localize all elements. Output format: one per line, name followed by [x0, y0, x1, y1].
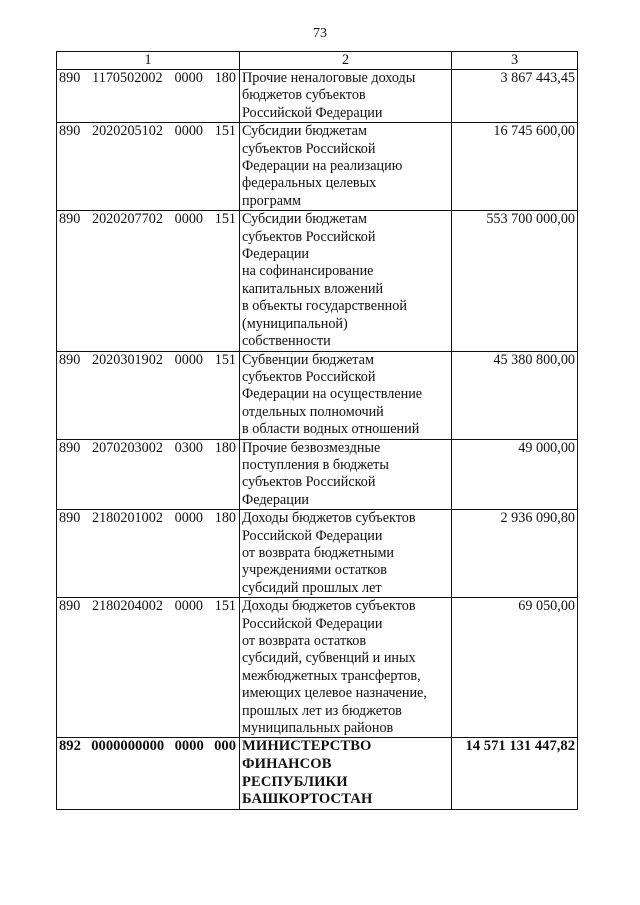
budget-table [56, 51, 578, 810]
classification-code: 892 0000000000 0000 000 [59, 738, 236, 755]
description-line: Федерации [242, 491, 310, 508]
amount-cell: 3 867 443,45 [452, 70, 578, 123]
classification-code: 890 2020205102 0000 151 [59, 123, 236, 140]
classification-code-cell [57, 439, 240, 510]
description-cell [240, 70, 452, 123]
description-line: (муниципальной) [242, 315, 348, 332]
description-line: программ [242, 192, 301, 209]
description-line: Субсидии бюджетам [242, 123, 367, 140]
description-cell [240, 351, 452, 439]
page-number: 73 [313, 26, 327, 41]
classification-code-cell [57, 351, 240, 439]
description-line: учреждениями остатков [242, 562, 387, 579]
classification-code-cell [57, 738, 240, 809]
description-line: субсидий прошлых лет [242, 579, 382, 596]
description-line: Российской Федерации [242, 104, 383, 121]
table-row [57, 439, 578, 510]
description-line: Федерации на осуществление [242, 386, 423, 403]
description-cell [240, 738, 452, 809]
description-line: Российской Федерации [242, 615, 383, 632]
classification-code: 890 2070203002 0300 180 [59, 439, 236, 456]
classification-code-cell [57, 510, 240, 598]
description-cell [240, 598, 452, 738]
table-row [57, 510, 578, 598]
column-header-2: 2 [240, 52, 452, 70]
amount-cell: 49 000,00 [452, 439, 578, 510]
description-cell [240, 439, 452, 510]
description-line: межбюджетных трансфертов, [242, 667, 421, 684]
total-row [57, 738, 578, 809]
description-line: Федерации на реализацию [242, 158, 403, 175]
table-row [57, 211, 578, 351]
classification-code-cell [57, 598, 240, 738]
description-line: субъектов Российской [242, 228, 376, 245]
description-line: ФИНАНСОВ [242, 756, 332, 773]
description-line: Субвенции бюджетам [242, 351, 374, 368]
header-row [57, 52, 578, 70]
description-line: субъектов Российской [242, 140, 376, 157]
description-line: субсидий, субвенций и иных [242, 650, 416, 667]
classification-code: 890 1170502002 0000 180 [59, 70, 236, 86]
description-line: МИНИСТЕРСТВО [242, 738, 372, 755]
description-line: в области водных отношений [242, 421, 420, 438]
description-line: Российской Федерации [242, 527, 383, 544]
description-line: муниципальных районов [242, 720, 394, 737]
column-header-3: 3 [452, 52, 578, 70]
classification-code: 890 2020301902 0000 151 [59, 351, 236, 368]
classification-code-cell [57, 123, 240, 211]
classification-code-cell [57, 211, 240, 351]
description-cell [240, 211, 452, 351]
description-line: отдельных полномочий [242, 403, 384, 420]
table-row [57, 70, 578, 123]
description-line: имеющих целевое назначение, [242, 685, 427, 702]
amount-cell: 14 571 131 447,82 [452, 738, 578, 809]
description-line: Доходы бюджетов субъектов [242, 510, 416, 527]
classification-code: 890 2020207702 0000 151 [59, 211, 236, 228]
description-line: Доходы бюджетов субъектов [242, 598, 416, 615]
description-line: капитальных вложений [242, 280, 384, 297]
description-line: от возврата бюджетными [242, 544, 395, 561]
description-line: бюджетов субъектов [242, 87, 366, 104]
description-line: от возврата остатков [242, 633, 367, 649]
amount-cell: 16 745 600,00 [452, 123, 578, 211]
description-line: Субсидии бюджетам [242, 211, 367, 228]
description-line: РЕСПУБЛИКИ [242, 773, 348, 790]
description-line: собственности [242, 333, 331, 350]
amount-cell: 45 380 800,00 [452, 351, 578, 439]
table-row [57, 598, 578, 738]
table-row [57, 351, 578, 439]
description-cell [240, 123, 452, 211]
classification-code-cell [57, 70, 240, 123]
amount-cell: 553 700 000,00 [452, 211, 578, 351]
classification-code: 890 2180204002 0000 151 [59, 598, 236, 615]
column-header-1: 1 [57, 52, 240, 70]
description-line: Прочие неналоговые доходы [242, 70, 416, 86]
description-line: прошлых лет из бюджетов [242, 702, 402, 719]
description-line: в объекты государственной [242, 298, 407, 315]
table-row [57, 123, 578, 211]
classification-code: 890 2180201002 0000 180 [59, 510, 236, 527]
table-body [57, 70, 578, 810]
description-line: субъектов Российской [242, 368, 376, 385]
description-line: Прочие безвозмездные [242, 439, 381, 456]
description-line: на софинансирование [242, 263, 374, 280]
description-cell [240, 510, 452, 598]
description-line: субъектов Российской [242, 474, 376, 491]
description-line: поступления в бюджеты [242, 456, 389, 473]
description-line: федеральных целевых [242, 175, 377, 192]
description-line: БАШКОРТОСТАН [242, 791, 373, 808]
amount-cell: 69 050,00 [452, 598, 578, 738]
amount-cell: 2 936 090,80 [452, 510, 578, 598]
description-line: Федерации [242, 246, 310, 263]
